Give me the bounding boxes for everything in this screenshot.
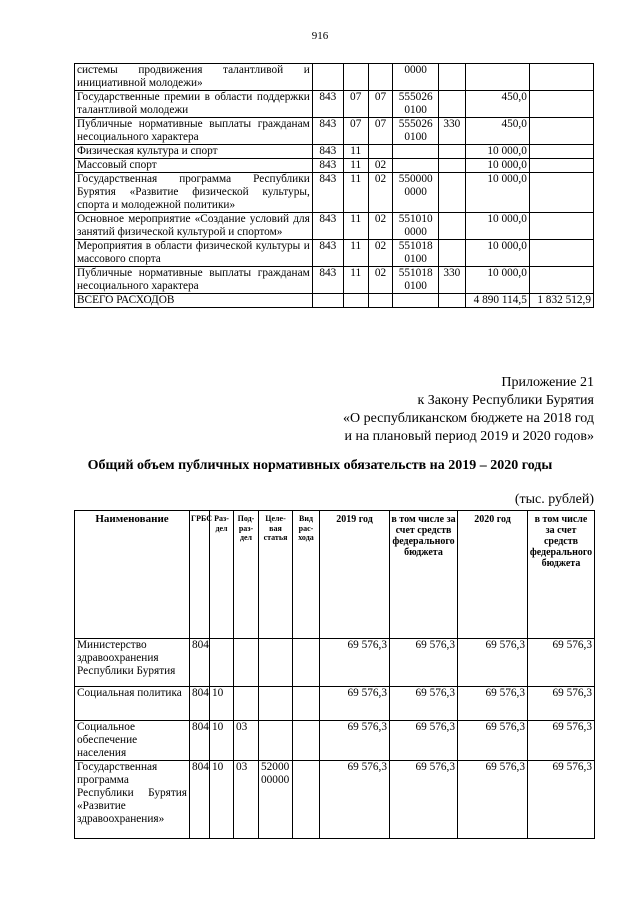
row-target-article: 555026 0100 [393,91,438,118]
table-row [75,721,595,761]
row-grbs [312,64,343,91]
row-target-article [393,159,438,173]
document-title: Общий объем публичных нормативных обязательств на 2019 – 2020 годы [87,458,553,473]
row-subsection: 02 [368,267,393,294]
row-section: 11 [343,159,368,173]
row-amount-2: 1 832 512,9 [529,294,593,308]
row-subsection: 07 [368,118,393,145]
row-section: 11 [343,267,368,294]
row-amount-2 [529,64,593,91]
units-label: (тыс. рублей) [514,492,594,507]
row-expense-type [438,145,465,159]
table-row [75,761,595,839]
table-row [75,267,594,294]
table-row [75,294,594,308]
row-subsection: 02 [368,159,393,173]
row-name: Физическая культура и спорт [75,145,313,159]
row-grbs: 843 [312,240,343,267]
row-subsection [368,145,393,159]
row-2020-federal: 69 576,3 [528,687,595,721]
row-subsection: 02 [368,240,393,267]
obligations-table [74,510,595,839]
row-subsection [368,294,393,308]
row-grbs: 843 [312,118,343,145]
row-amount-1: 10 000,0 [465,267,529,294]
row-grbs: 843 [312,213,343,240]
row-name: Государственные премии в области поддержки талантливой молодежи [75,91,313,118]
table-row [75,159,594,173]
row-2020-federal: 69 576,3 [528,721,595,761]
header-2019: 2019 год [320,511,390,639]
row-name: Социальное обеспечение населения [75,721,190,761]
row-grbs: 843 [312,145,343,159]
header-2019-federal: в том числе за счет средств федерального бюджета [390,511,458,639]
row-target-article: 551010 0000 [393,213,438,240]
row-target-article [259,721,293,761]
row-subsection: 03 [234,721,259,761]
row-2020: 69 576,3 [458,721,528,761]
row-name: Основное мероприятие «Создание условий для занятий физической культурой и спортом» [75,213,313,240]
row-amount-2 [529,145,593,159]
annex-line: «О республиканском бюджете на 2018 год [343,411,594,426]
row-amount-1: 10 000,0 [465,145,529,159]
row-amount-2 [529,240,593,267]
row-expense-type [293,639,320,687]
row-section: 11 [343,173,368,213]
row-name: Мероприятия в области физической культуры и массового спорта [75,240,313,267]
row-expense-type [293,721,320,761]
header-section: Раз-дел [210,511,234,639]
row-name: Министерство здравоохранения Республики Бурятия [75,639,190,687]
annex-line: к Закону Республики Бурятия [417,393,594,408]
header-2020-federal: в том числе за счет средств федерального бюджета [528,511,595,639]
row-amount-1: 10 000,0 [465,240,529,267]
row-2019-federal: 69 576,3 [390,721,458,761]
row-name: Публичные нормативные выплаты гражданам несоциального характера [75,118,313,145]
table-row [75,687,595,721]
header-subsection: Под-раз-дел [234,511,259,639]
table-row [75,145,594,159]
row-subsection [234,687,259,721]
row-expense-type [438,294,465,308]
row-expense-type [438,159,465,173]
row-grbs: 843 [312,173,343,213]
header-2020: 2020 год [458,511,528,639]
annex-line: и на плановый период 2019 и 2020 годов» [344,429,594,444]
header-expense-type: Вид рас-хода [293,511,320,639]
row-2019: 69 576,3 [320,761,390,839]
page-number: 916 [311,30,329,42]
row-amount-2 [529,159,593,173]
row-grbs: 843 [312,159,343,173]
row-target-article: 550000 0000 [393,173,438,213]
row-expense-type [438,240,465,267]
row-subsection [368,64,393,91]
row-name: ВСЕГО РАСХОДОВ [75,294,313,308]
row-section: 07 [343,91,368,118]
row-grbs: 804 [190,721,210,761]
row-target-article [259,687,293,721]
row-section: 10 [210,761,234,839]
row-amount-1: 10 000,0 [465,159,529,173]
row-expense-type: 330 [438,118,465,145]
row-grbs: 843 [312,267,343,294]
row-expense-type [438,64,465,91]
row-target-article: 52000 00000 [259,761,293,839]
row-section: 10 [210,687,234,721]
row-subsection: 07 [368,91,393,118]
row-grbs: 843 [312,91,343,118]
row-amount-2 [529,173,593,213]
row-2019: 69 576,3 [320,721,390,761]
row-section [343,64,368,91]
row-amount-1: 10 000,0 [465,173,529,213]
row-expense-type [438,213,465,240]
row-section: 10 [210,721,234,761]
row-2019: 69 576,3 [320,687,390,721]
row-expense-type [293,761,320,839]
row-amount-1: 450,0 [465,91,529,118]
expenses-table [74,63,594,308]
row-grbs: 804 [190,761,210,839]
row-subsection [234,639,259,687]
row-target-article: 551018 0100 [393,267,438,294]
row-expense-type [293,687,320,721]
row-target-article [393,294,438,308]
table-row [75,639,595,687]
row-subsection: 02 [368,173,393,213]
row-target-article: 555026 0100 [393,118,438,145]
table-row [75,240,594,267]
row-name: системы продвижения талантливой и инициативной молодежи» [75,64,313,91]
row-section [210,639,234,687]
header-grbs: ГРБС [190,511,210,639]
annex-header [343,374,594,446]
row-2020-federal: 69 576,3 [528,761,595,839]
row-subsection: 03 [234,761,259,839]
row-name: Государственная программа Республики Бурятия «Развитие здравоохранения» [75,761,190,839]
row-grbs [312,294,343,308]
row-target-article: 551018 0100 [393,240,438,267]
row-2020: 69 576,3 [458,639,528,687]
row-amount-2 [529,118,593,145]
row-subsection: 02 [368,213,393,240]
row-name: Публичные нормативные выплаты гражданам несоциального характера [75,267,313,294]
table-row [75,118,594,145]
row-amount-1: 4 890 114,5 [465,294,529,308]
row-target-article [259,639,293,687]
row-section: 11 [343,145,368,159]
row-amount-1: 450,0 [465,118,529,145]
row-expense-type: 330 [438,267,465,294]
row-2019: 69 576,3 [320,639,390,687]
header-target-article: Целе-вая статья [259,511,293,639]
row-target-article: 0000 [393,64,438,91]
row-2020: 69 576,3 [458,687,528,721]
annex-line: Приложение 21 [501,375,594,390]
row-2020-federal: 69 576,3 [528,639,595,687]
table-row [75,91,594,118]
row-2019-federal: 69 576,3 [390,639,458,687]
row-amount-2 [529,267,593,294]
row-section: 07 [343,118,368,145]
row-amount-1: 10 000,0 [465,213,529,240]
row-amount-1 [465,64,529,91]
row-name: Массовый спорт [75,159,313,173]
row-2020: 69 576,3 [458,761,528,839]
row-section: 11 [343,240,368,267]
row-name: Социальная политика [75,687,190,721]
row-target-article [393,145,438,159]
row-2019-federal: 69 576,3 [390,687,458,721]
row-amount-2 [529,91,593,118]
table-row [75,173,594,213]
row-grbs: 804 [190,687,210,721]
row-expense-type [438,91,465,118]
row-grbs: 804 [190,639,210,687]
table-row [75,213,594,240]
table-row [75,64,594,91]
row-section [343,294,368,308]
row-amount-2 [529,213,593,240]
row-2019-federal: 69 576,3 [390,761,458,839]
row-expense-type [438,173,465,213]
row-name: Государственная программа Республики Бурятия «Развитие физической культуры, спорта и молодежной политики» [75,173,313,213]
row-section: 11 [343,213,368,240]
header-name: Наименование [75,511,190,639]
